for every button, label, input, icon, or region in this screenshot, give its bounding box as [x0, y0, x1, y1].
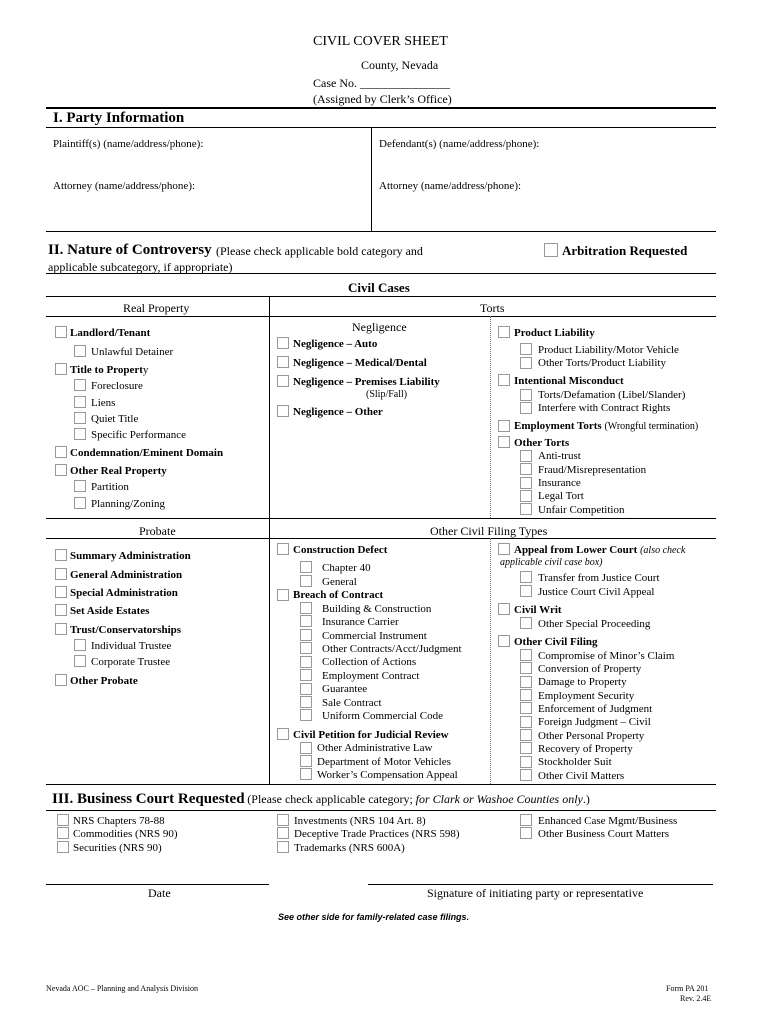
trademarks-label: Trademarks (NRS 600A): [294, 842, 405, 854]
appeal-note-cont: applicable civil case box): [500, 557, 603, 568]
commercial-checkbox[interactable]: [300, 629, 312, 641]
deceptive-label: Deceptive Trade Practices (NRS 598): [294, 828, 460, 840]
uniform-checkbox[interactable]: [300, 709, 312, 721]
negligence-auto-label: Negligence – Auto: [293, 338, 378, 350]
commercial-label: Commercial Instrument: [322, 630, 427, 642]
deceptive-checkbox[interactable]: [277, 827, 289, 839]
securities-checkbox[interactable]: [57, 841, 69, 853]
defamation-label: Torts/Defamation (Libel/Slander): [538, 389, 686, 401]
dmv-label: Department of Motor Vehicles: [317, 756, 451, 768]
other-probate-label: Other Probate: [70, 675, 138, 687]
other-torts-label: Other Torts: [514, 437, 570, 449]
construction-checkbox[interactable]: [277, 543, 289, 555]
partition-label: Partition: [91, 481, 129, 493]
summary-admin-label: Summary Administration: [70, 550, 191, 562]
nature-instruction: (Please check applicable bold category and: [216, 244, 423, 258]
form-title: CIVIL COVER SHEET: [313, 34, 448, 49]
set-aside-label: Set Aside Estates: [70, 605, 150, 617]
other-matters-checkbox[interactable]: [520, 769, 532, 781]
collection-label: Collection of Actions: [322, 656, 417, 668]
workers-comp-label: Worker’s Compensation Appeal: [317, 769, 458, 781]
title-property-suffix: y: [142, 364, 149, 376]
defamation-checkbox[interactable]: [520, 389, 532, 401]
other-filing-label: Other Civil Filing: [514, 636, 598, 648]
probate-underline-left: [46, 538, 269, 539]
foreclosure-label: Foreclosure: [91, 380, 143, 392]
damage-label: Damage to Property: [538, 676, 627, 688]
real-torts-divider: [269, 296, 270, 518]
interfere-label: Interfere with Contract Rights: [538, 402, 671, 414]
interfere-checkbox[interactable]: [520, 402, 532, 414]
enforcement-checkbox[interactable]: [520, 702, 532, 714]
legal-tort-checkbox[interactable]: [520, 490, 532, 502]
foreign-judgment-checkbox[interactable]: [520, 716, 532, 728]
negligence-premises-checkbox[interactable]: [277, 375, 289, 387]
landlord-label: Landlord/Tenant: [70, 327, 151, 339]
signature-label: Signature of initiating party or representative: [427, 886, 644, 900]
nature-divider: [46, 273, 716, 274]
case-number-label: Case No. _______________: [313, 76, 450, 90]
uniform-label: Uniform Commercial Code: [322, 710, 443, 722]
investments-label: Investments (NRS 104 Art. 8): [294, 815, 426, 827]
investments-checkbox[interactable]: [277, 814, 289, 826]
admin-law-checkbox[interactable]: [300, 742, 312, 754]
civil-cases-rule: [46, 296, 716, 297]
header-underline-right: [269, 316, 716, 317]
foreign-judgment-label: Foreign Judgment – Civil: [538, 716, 651, 728]
section-divider: [46, 107, 716, 109]
sale-contract-label: Sale Contract: [322, 697, 382, 709]
quiet-title-checkbox[interactable]: [74, 412, 86, 424]
corporate-trustee-label: Corporate Trustee: [91, 656, 171, 668]
fraud-checkbox[interactable]: [520, 463, 532, 475]
liens-label: Liens: [91, 397, 116, 409]
footer-revision: Rev. 2.4E: [680, 994, 712, 1003]
building-label: Building & Construction: [322, 603, 432, 615]
justice-appeal-label: Justice Court Civil Appeal: [538, 586, 655, 598]
guarantee-label: Guarantee: [322, 683, 368, 695]
other-torts-checkbox[interactable]: [498, 436, 510, 448]
employment-torts-bold: Employment Torts: [514, 420, 602, 432]
transfer-checkbox[interactable]: [520, 571, 532, 583]
other-matters-label: Other Civil Matters: [538, 770, 625, 782]
compromise-checkbox[interactable]: [520, 649, 532, 661]
assigned-note: (Assigned by Clerk’s Office): [313, 92, 452, 106]
petition-label: Civil Petition for Judicial Review: [293, 729, 449, 741]
unfair-competition-label: Unfair Competition: [538, 504, 625, 516]
slip-fall-note: (Slip/Fall): [366, 389, 408, 400]
sale-contract-checkbox[interactable]: [300, 696, 312, 708]
construction-label: Construction Defect: [293, 544, 388, 556]
compromise-label: Compromise of Minor’s Claim: [538, 650, 675, 662]
party-table-top: [46, 127, 716, 128]
landlord-checkbox[interactable]: [55, 326, 67, 338]
employment-contract-checkbox[interactable]: [300, 669, 312, 681]
defendant-attorney-label: Attorney (name/address/phone):: [379, 180, 522, 192]
workers-comp-checkbox[interactable]: [300, 768, 312, 780]
recovery-label: Recovery of Property: [538, 743, 633, 755]
other-contracts-checkbox[interactable]: [300, 642, 312, 654]
appeal-label: [514, 545, 685, 556]
employment-contract-label: Employment Contract: [322, 670, 420, 682]
torts-header: Torts: [480, 301, 505, 315]
nature-instruction-cont: applicable subcategory, if appropriate): [48, 260, 233, 274]
other-contracts-label: Other Contracts/Acct/Judgment: [322, 643, 462, 655]
defendant-label: Defendant(s) (name/address/phone):: [379, 138, 540, 150]
collection-checkbox[interactable]: [300, 656, 312, 668]
other-probate-checkbox[interactable]: [55, 674, 67, 686]
enhanced-label: Enhanced Case Mgmt/Business: [538, 815, 678, 827]
petition-checkbox[interactable]: [277, 728, 289, 740]
business-heading: III. Business Court Requested: [52, 791, 245, 807]
probate-section-rule: [46, 518, 716, 519]
employment-security-label: Employment Security: [538, 690, 635, 702]
trademarks-checkbox[interactable]: [277, 841, 289, 853]
specific-performance-label: Specific Performance: [91, 429, 186, 441]
general-construction-label: General: [322, 576, 357, 588]
other-business-label: Other Business Court Matters: [538, 828, 670, 840]
building-checkbox[interactable]: [300, 602, 312, 614]
nrs78-label: NRS Chapters 78-88: [73, 815, 165, 827]
breach-label: Breach of Contract: [293, 589, 384, 601]
condemnation-checkbox[interactable]: [55, 446, 67, 458]
county-label: County, Nevada: [361, 58, 439, 72]
personal-property-checkbox[interactable]: [520, 729, 532, 741]
personal-property-label: Other Personal Property: [538, 730, 645, 742]
general-construction-checkbox[interactable]: [300, 575, 312, 587]
nrs78-checkbox[interactable]: [57, 814, 69, 826]
individual-trustee-label: Individual Trustee: [91, 640, 172, 652]
title-property-checkbox[interactable]: [55, 363, 67, 375]
intentional-checkbox[interactable]: [498, 374, 510, 386]
negligence-medical-label: Negligence – Medical/Dental: [293, 357, 427, 369]
business-heading-row: [52, 792, 590, 807]
insurance-carrier-checkbox[interactable]: [300, 615, 312, 627]
chapter40-label: Chapter 40: [322, 562, 371, 574]
justice-appeal-checkbox[interactable]: [520, 585, 532, 597]
planning-label: Planning/Zoning: [91, 498, 165, 510]
partition-checkbox[interactable]: [74, 480, 86, 492]
probate-divider: [269, 518, 270, 784]
foreclosure-checkbox[interactable]: [74, 379, 86, 391]
specific-performance-checkbox[interactable]: [74, 428, 86, 440]
employment-torts-label: [514, 421, 698, 432]
civil-writ-checkbox[interactable]: [498, 603, 510, 615]
other-real-property-checkbox[interactable]: [55, 464, 67, 476]
product-liability-checkbox[interactable]: [498, 326, 510, 338]
negligence-premises-label: Negligence – Premises Liability: [293, 376, 440, 388]
unlawful-label: Unlawful Detainer: [91, 346, 174, 358]
antitrust-checkbox[interactable]: [520, 450, 532, 462]
party-info-heading: I. Party Information: [53, 110, 185, 126]
employment-torts-checkbox[interactable]: [498, 420, 510, 432]
business-instruction: (Please check applicable category;: [247, 792, 413, 806]
section-ii-bottom: [46, 784, 716, 785]
other-real-property-label: Other Real Property: [70, 465, 167, 477]
special-admin-checkbox[interactable]: [55, 586, 67, 598]
antitrust-label: Anti-trust: [538, 450, 581, 462]
footer-form-number: Form PA 201: [666, 984, 709, 993]
stockholder-label: Stockholder Suit: [538, 756, 612, 768]
unlawful-checkbox[interactable]: [74, 345, 86, 357]
special-proceeding-label: Other Special Proceeding: [538, 618, 651, 630]
enhanced-checkbox[interactable]: [520, 814, 532, 826]
torts-column-divider: [490, 316, 491, 518]
negligence-auto-checkbox[interactable]: [277, 337, 289, 349]
trust-label: Trust/Conservatorships: [70, 624, 182, 636]
insurance-carrier-label: Insurance Carrier: [322, 616, 399, 628]
other-civil-divider: [490, 538, 491, 784]
breach-checkbox[interactable]: [277, 589, 289, 601]
other-filing-checkbox[interactable]: [498, 635, 510, 647]
set-aside-checkbox[interactable]: [55, 604, 67, 616]
enforcement-label: Enforcement of Judgment: [538, 703, 653, 715]
appeal-bold: Appeal from Lower Court: [514, 544, 638, 556]
negligence-other-checkbox[interactable]: [277, 405, 289, 417]
commodities-checkbox[interactable]: [57, 827, 69, 839]
real-property-header: Real Property: [123, 301, 190, 315]
individual-trustee-checkbox[interactable]: [74, 639, 86, 651]
date-label: Date: [148, 886, 171, 900]
civil-writ-label: Civil Writ: [514, 604, 562, 616]
motor-vehicle-label: Product Liability/Motor Vehicle: [538, 344, 679, 356]
conversion-checkbox[interactable]: [520, 662, 532, 674]
transfer-label: Transfer from Justice Court: [538, 572, 660, 584]
guarantee-checkbox[interactable]: [300, 683, 312, 695]
footer-division: Nevada AOC – Planning and Analysis Division: [46, 984, 198, 993]
recovery-checkbox[interactable]: [520, 742, 532, 754]
dmv-checkbox[interactable]: [300, 755, 312, 767]
fraud-label: Fraud/Misrepresentation: [538, 464, 647, 476]
liens-checkbox[interactable]: [74, 396, 86, 408]
negligence-header: Negligence: [352, 320, 407, 334]
title-property-bold: Title to Propert: [70, 364, 143, 376]
quiet-title-label: Quiet Title: [91, 413, 139, 425]
employment-torts-note: (Wrongful termination): [604, 421, 699, 432]
motor-vehicle-checkbox[interactable]: [520, 343, 532, 355]
other-civil-header: Other Civil Filing Types: [430, 524, 548, 538]
business-instruction-end: .): [582, 792, 590, 806]
intentional-label: Intentional Misconduct: [514, 375, 624, 387]
conversion-label: Conversion of Property: [538, 663, 642, 675]
general-admin-label: General Administration: [70, 569, 183, 581]
business-rule: [46, 810, 716, 811]
insurance-tort-label: Insurance: [538, 477, 581, 489]
product-liability-label: Product Liability: [514, 327, 595, 339]
title-property-label: [70, 365, 148, 376]
other-product-checkbox[interactable]: [520, 357, 532, 369]
damage-checkbox[interactable]: [520, 676, 532, 688]
civil-cases-header: Civil Cases: [348, 280, 410, 295]
special-admin-label: Special Administration: [70, 587, 178, 599]
stockholder-checkbox[interactable]: [520, 756, 532, 768]
corporate-trustee-checkbox[interactable]: [74, 655, 86, 667]
business-instruction-italic: for Clark or Washoe Counties only: [415, 792, 583, 806]
admin-law-label: Other Administrative Law: [317, 742, 433, 754]
employment-security-checkbox[interactable]: [520, 689, 532, 701]
condemnation-label: Condemnation/Eminent Domain: [70, 447, 224, 459]
plaintiff-attorney-label: Attorney (name/address/phone):: [53, 180, 196, 192]
arbitration-checkbox[interactable]: [544, 243, 558, 257]
party-table-divider: [371, 127, 372, 231]
legal-tort-label: Legal Tort: [538, 490, 584, 502]
planning-checkbox[interactable]: [74, 497, 86, 509]
general-admin-checkbox[interactable]: [55, 568, 67, 580]
date-line[interactable]: [46, 884, 269, 885]
summary-admin-checkbox[interactable]: [55, 549, 67, 561]
party-table-bottom: [46, 231, 716, 232]
nature-heading: II. Nature of Controversy: [48, 242, 212, 258]
negligence-other-label: Negligence – Other: [293, 406, 383, 418]
signature-line[interactable]: [368, 884, 713, 885]
appeal-note: (also check: [640, 545, 686, 556]
arbitration-label: Arbitration Requested: [562, 243, 688, 258]
securities-label: Securities (NRS 90): [73, 842, 162, 854]
insurance-tort-checkbox[interactable]: [520, 477, 532, 489]
header-underline-left: [46, 316, 269, 317]
trust-checkbox[interactable]: [55, 623, 67, 635]
unfair-competition-checkbox[interactable]: [520, 503, 532, 515]
other-side-note: See other side for family-related case filings.: [278, 912, 470, 922]
other-product-label: Other Torts/Product Liability: [538, 357, 666, 369]
special-proceeding-checkbox[interactable]: [520, 617, 532, 629]
probate-underline-right: [269, 538, 716, 539]
other-business-checkbox[interactable]: [520, 827, 532, 839]
commodities-label: Commodities (NRS 90): [73, 828, 178, 840]
probate-header: Probate: [139, 524, 176, 538]
chapter40-checkbox[interactable]: [300, 561, 312, 573]
plaintiff-label: Plaintiff(s) (name/address/phone):: [53, 138, 204, 150]
negligence-medical-checkbox[interactable]: [277, 356, 289, 368]
appeal-checkbox[interactable]: [498, 543, 510, 555]
